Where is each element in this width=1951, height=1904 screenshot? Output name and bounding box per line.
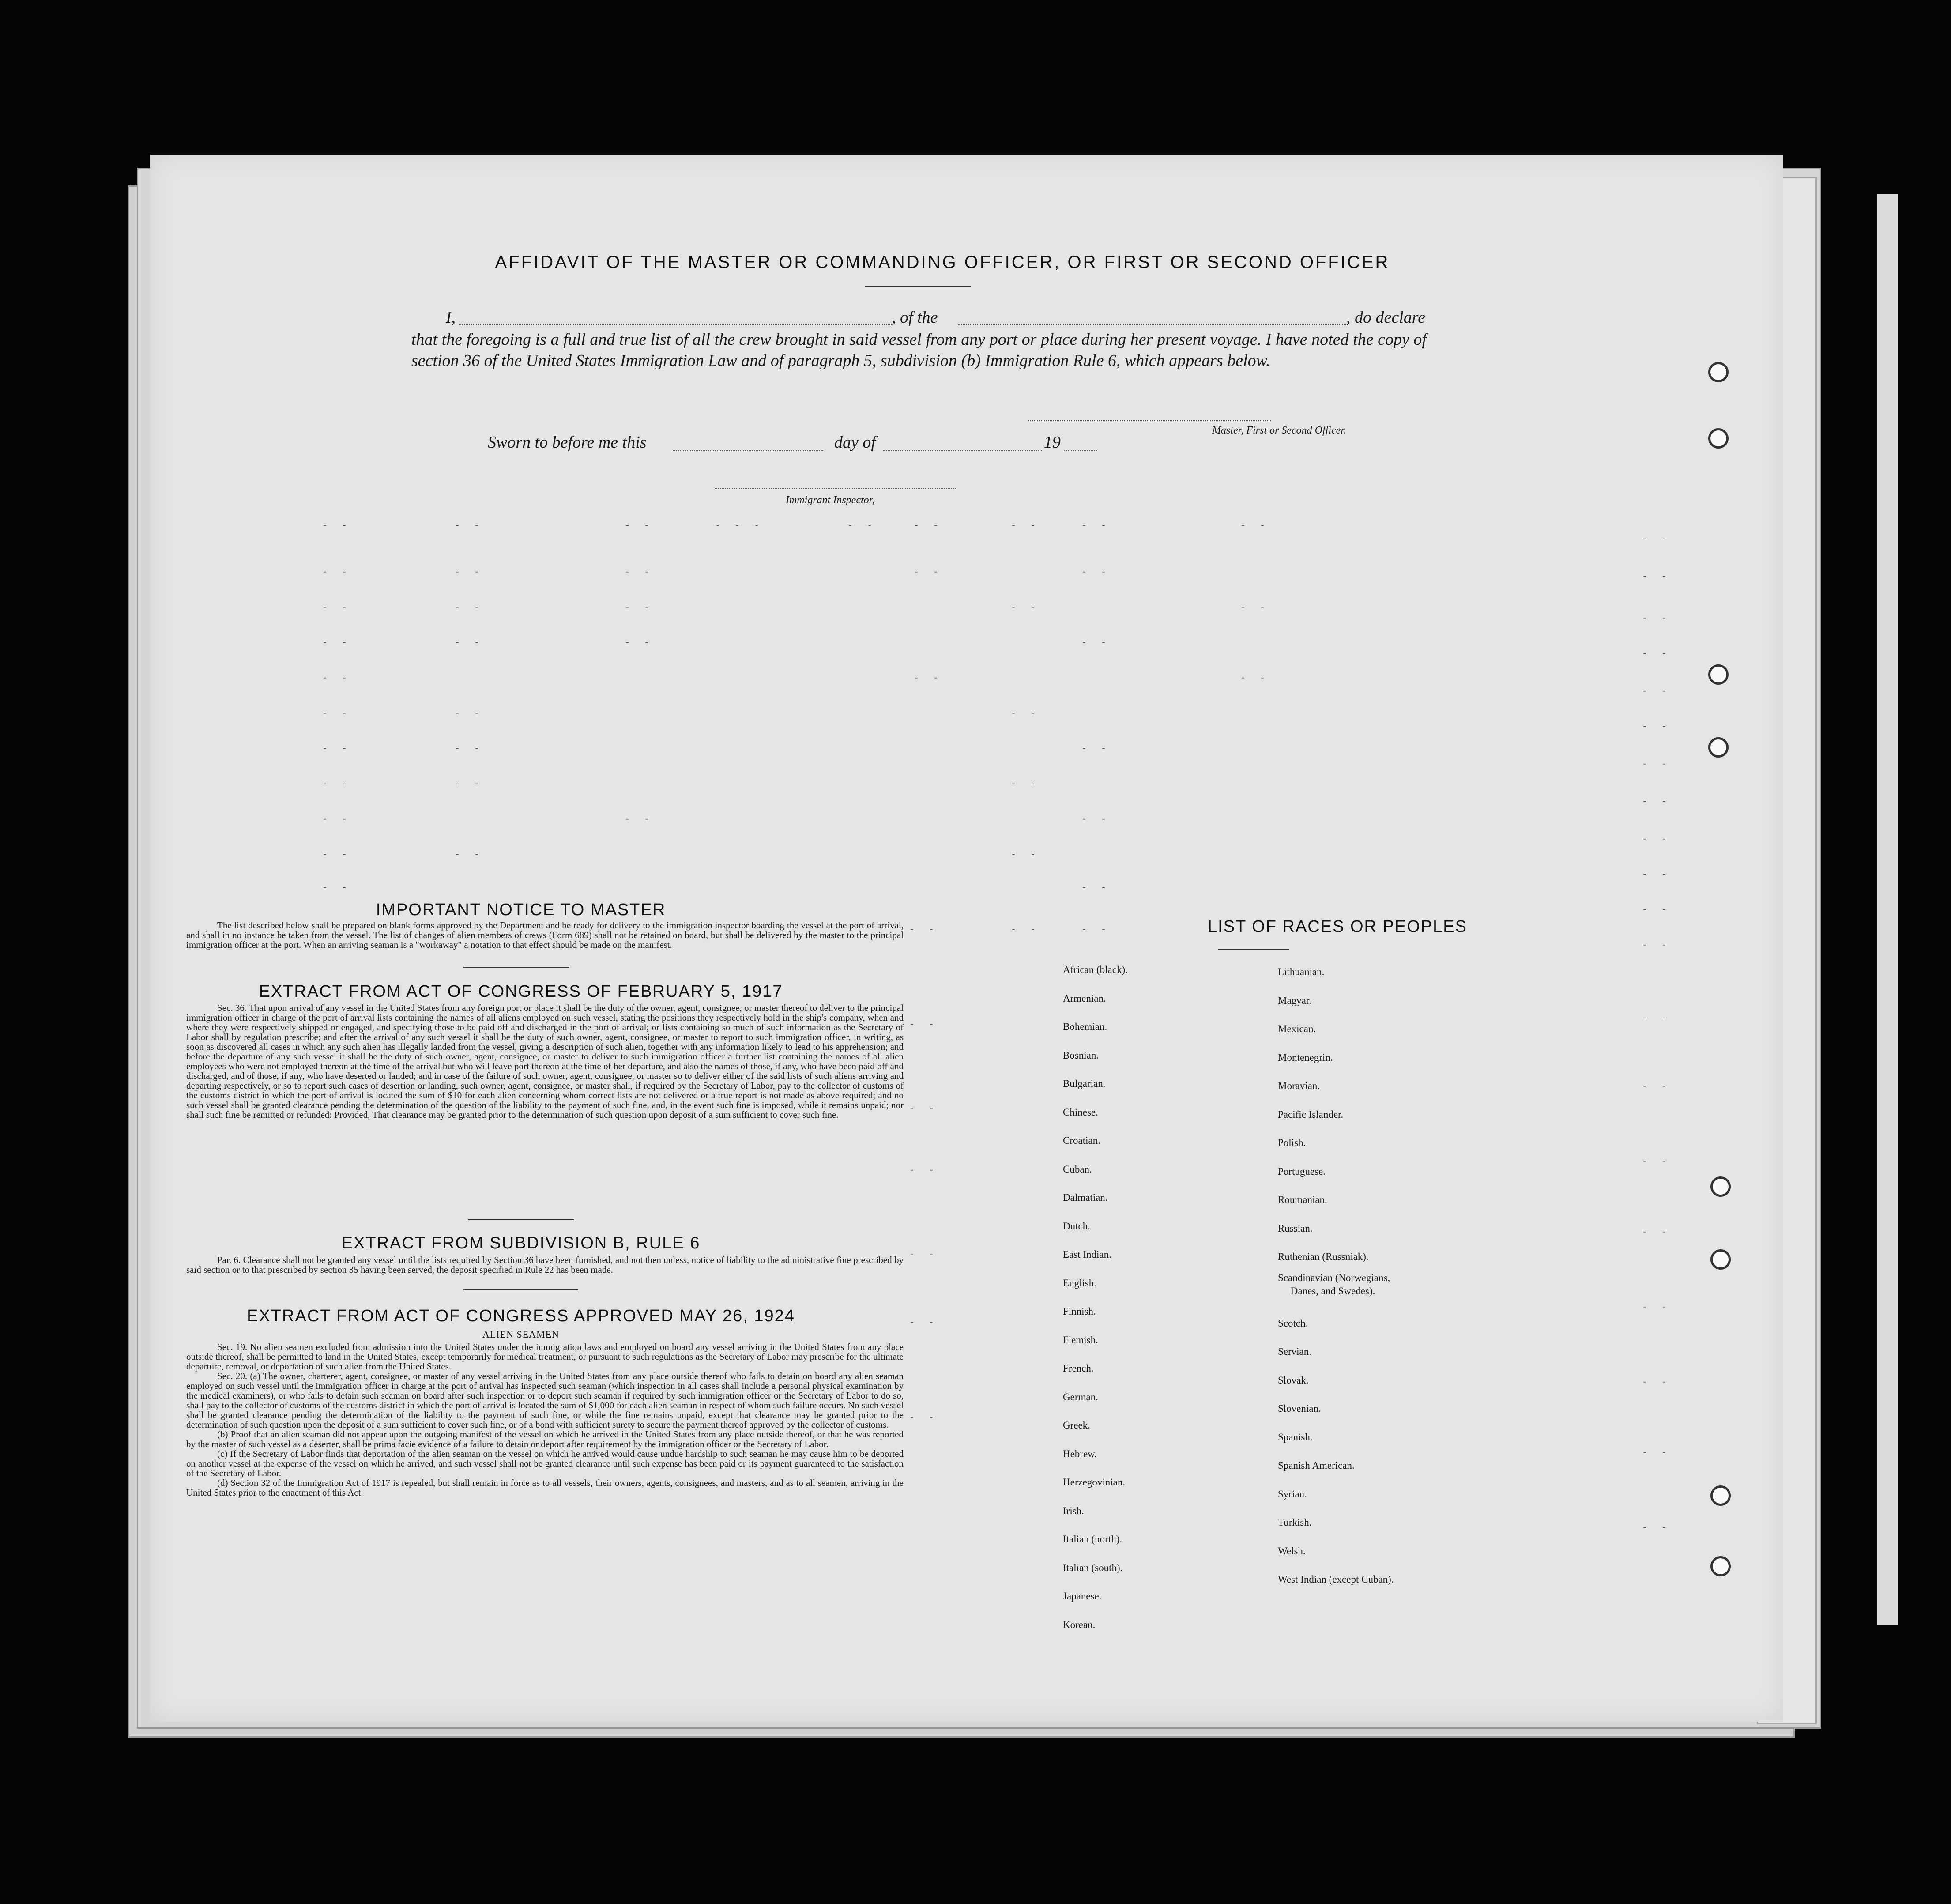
race-item: Pacific Islander.	[1278, 1108, 1344, 1120]
race-item: Portuguese.	[1278, 1165, 1326, 1177]
race-item: Japanese.	[1063, 1591, 1102, 1602]
race-item: Chinese.	[1063, 1106, 1098, 1118]
rule6-paragraph: Par. 6. Clearance shall not be granted any vessel until the lists required by Section 36 have been furnished, and not then unless, notice of liability to the administrative fine prescribed by said section or to that prescribed by section 35 having been served, the deposit specified in Rule 22 has been made.	[186, 1255, 904, 1275]
race-item: German.	[1063, 1391, 1098, 1403]
race-item: French.	[1063, 1363, 1094, 1374]
sworn-month-blank	[883, 450, 1042, 451]
name-blank-line	[459, 324, 892, 325]
race-item: Slovak.	[1278, 1374, 1309, 1386]
races-rule	[1218, 949, 1289, 950]
race-item: Spanish.	[1278, 1431, 1313, 1443]
signature-label: Master, First or Second Officer.	[1212, 425, 1346, 436]
race-item: Flemish.	[1063, 1334, 1098, 1346]
race-item: Irish.	[1063, 1505, 1084, 1516]
extract-1917-rule	[468, 1219, 574, 1220]
alien-seamen-subtitle: ALIEN SEAMEN	[482, 1329, 559, 1340]
race-item: Slovenian.	[1278, 1403, 1321, 1414]
race-item: Cuban.	[1063, 1163, 1092, 1175]
race-item: Finnish.	[1063, 1306, 1096, 1317]
race-item: Korean.	[1063, 1619, 1096, 1630]
vessel-blank-line	[958, 324, 1346, 325]
race-item: Bosnian.	[1063, 1049, 1099, 1061]
binder-hole	[1710, 1556, 1731, 1576]
declaration-of: , of the	[892, 308, 938, 327]
race-item: Croatian.	[1063, 1135, 1100, 1146]
binder-hole	[1710, 1485, 1731, 1506]
race-item: Welsh.	[1278, 1545, 1306, 1557]
declaration-lead: I,	[446, 308, 456, 327]
section-20a-paragraph: Sec. 20. (a) The owner, charterer, agent, consignee, or master of any vessel arriving in the United States from any place outside thereof who fails to detain on board any alien seaman employed on such vessel until the immigration officer in charge at the port of arrival has inspected such seaman (which inspection in all cases shall include a personal physical examination by the medical examiners), or who fails to detain such seaman on board after such inspection or to deport such seaman if required by such immigration officer or the Secretary of Labor to do so, shall pay to the collector of customs of the customs district in which the port of arrival is located the sum of $1,000 for each alien seaman in respect of whom such failure occurs. No such vessel shall be granted clearance pending the determination of the liability to the payment of such fine, or while the fine remains unpaid, except that clearance may be granted prior to the determination of such question upon the deposit of a sum sufficient to cover such fine, or of a bond with sufficient surety to secure the payment thereof approved by the collector of customs.	[186, 1371, 904, 1430]
race-item: Scandinavian (Norwegians, Danes, and Swedes).	[1278, 1272, 1390, 1297]
binder-hole	[1710, 1249, 1731, 1270]
extract-1924-title: EXTRACT FROM ACT OF CONGRESS APPROVED MAY 26, 1924	[247, 1307, 795, 1325]
race-item: Turkish.	[1278, 1517, 1312, 1528]
notice-paragraph: The list described below shall be prepared on blank forms approved by the Department and be ready for delivery to the immigration inspector boarding the vessel at the port of arrival, and shall in no instance be taken from the vessel. The list of changes of alien members of crews (Form 689) shall not be retained on board, but shall be delivered by the master to the principal immigration officer at the port. When an arriving seaman is a "workaway" a notation to that effect should be made on the manifest.	[186, 920, 904, 950]
extract-rule6-text	[186, 1255, 904, 1274]
declaration-end: , do declare	[1346, 308, 1426, 327]
race-item: Roumanian.	[1278, 1194, 1327, 1205]
manifest-page: AFFIDAVIT OF THE MASTER OR COMMANDING OFFICER, OR FIRST OR SECOND OFFICER I, , of the , do declare that the foregoing is a full and true list of all the crew brought in said vessel from any port or place during her present voyage. I have noted the copy of section 36 of the United States Immigration Law and of paragraph 5, subdivision (b) Immigration Rule 6, which appears below. Master, First or Second Officer. Sworn to before me this day of 19 Immigrant Inspector, - - - - - - - - - - - - - - - - - - - - - - - - - - - - - - - - - - - - - - - - - - - - - - - - - - - - - - - - - - - - - - - - - - - - - - - - - - - - - - - - - - - - - - - - - - - - - - - - - - - - - - - - - - - - - - - - - - - - - - - - - - - - - - - - - - - - - - - - - - - - - - - - - IMPORTANT NOTICE TO MASTER The list described below shall be prepared on blank forms approved by the Department and be ready for delivery to the immigration inspector boarding the vessel at the port of arrival, and shall in no instance be taken from the vessel. The list of changes of alien members of crews (Form 689) shall not be retained on board, but shall be delivered by the master to the principal immigration officer at the port. When an arriving seaman is a "workaway" a notation to that effect should be made on the manifest. EXTRACT FROM ACT OF CONGRESS OF FEBRUARY 5, 1917 Sec. 36. That upon arrival of any vessel in the United States from any foreign port or place it shall be the duty of the owner, agent, consignee, or master thereof to deliver to the principal immigration officer in charge of the port of arrival lists containing the names of all aliens employed on such vessel, stating the positions they respectively hold in the ship's company, when and where they were respectively shipped or engaged, and specifying those to be paid off and discharged in the port of arrival; or lists containing so much of such information as the Secretary of Labor shall by regulation prescribe; and after the arrival of any such vessel it shall be the duty of such owner, agent, consignee, or master to report to such immigration officer, in writing, as soon as discovered all cases in which any such alien has illegally landed from the vessel, giving a description of such alien, together with any information likely to lead to his apprehension; and before the departure of any such vessel it shall be the duty of such owner, agent, consignee, or master to deliver to such immigration officer a further list containing the names of all alien employees who were not employed thereon at the time of the arrival but who will leave port thereon at the time of her departure, and also the names of those, if any, who have been paid off and discharged, and of those, if any, who have deserted or landed; and in case of the failure of such owner, agent, consignee, or master so to deliver either of the said lists of such aliens arriving and departing respectively, or so to report such cases of desertion or landing, such owner, agent, consignee, or master shall, if required by the Secretary of Labor, pay to the collector of customs of the customs district in which the port of arrival is located the sum of $10 for each alien concerning whom correct lists are not delivered or a true report is not made as above required; and no such vessel shall be granted clearance pending the determination of the question of the liability to the payment of such fine, and, in the event such fine is imposed, while it remains unpaid; nor shall such fine be remitted or refunded: Provided, That clearance may be granted prior to the determination of such question upon deposit of a sum sufficient to cover such fine. EXTRACT FROM SUBDIVISION B, RULE 6 Par. 6. Clearance shall not be granted any vessel until the lists required by Section 36 have been furnished, and not then unless, notice of liability to the administrative fine prescribed by said section or to that prescribed by section 35 having been served, the deposit specified in Rule 22 has been made. EXTRACT FROM ACT OF CONGRESS APPROVED MAY 26, 1924 ALIEN SEAMEN Sec. 19. No alien seamen excluded from admission into the United States under the immigration laws and employed on board any vessel arriving in the United States from any place outside thereof, shall be permitted to land in the United States, except temporarily for medical treatment, or pursuant to such regulations as the Secretary of Labor may prescribe for the ultimate departure, removal, or deportation of such alien from the United States. Sec. 20. (a) The owner, charterer, agent, consignee, or master of any vessel arriving in the United States from any place outside thereof who fails to detain on board any alien seaman employed on such vessel until the immigration officer in charge at the port of arrival has inspected such seaman (which inspection in all cases shall include a personal physical examination by the medical examiners), or who fails to detain such seaman on board after such inspection or to deport such seaman if required by such immigration officer or the Secretary of Labor to do so, shall pay to the collector of customs of the customs district in which the port of arrival is located the sum of $1,000 for each alien seaman in respect of whom such failure occurs. No such vessel shall be granted clearance pending the determination of the liability to the payment of such fine, or while the fine remains unpaid, except that clearance may be granted prior to the determination of such question upon the deposit of a sum sufficient to cover such fine, or of a bond with sufficient surety to secure the payment thereof approved by the collector of customs. (b) Proof that an alien seaman did not appear upon the outgoing manifest of the vessel on which he arrived in the United States from any place outside thereof, or that he was reported by the master of such vessel as a deserter, shall be prima facie evidence of a failure to detain or deport after requirement by the immigration officer or the Secretary of Labor. (c) If the Secretary of Labor finds that deportation of the alien seaman on the vessel on which he arrived would cause undue hardship to such seaman he may cause him to be deported on another vessel at the expense of the vessel on which he arrived, and such vessel shall not be granted clearance until such expense has been paid or its payment guaranteed to the satisfaction of the Secretary of Labor. (d) Section 32 of the Immigration Act of 1917 is repealed, but shall remain in force as to all vessels, their owners, agents, consignees, and masters, and as to all seamen, arriving in the United States prior to the enactment of this Act. LIST OF RACES OR PEOPLES African (black). Armenian. Bohemian. Bosnian. Bulgarian. Chinese. Croatian. Cuban. Dalmatian. Dutch. East Indian. English. Finnish. Flemish. French. German. Greek. Hebrew. Herzegovinian. Irish. Italian (north). Italian (south). Japanese. Korean. Lithuanian. Magyar. Mexican. Montenegrin. Moravian. Pacific Islander. Polish. Portuguese. Roumanian. Russian. Ruthenian (Russniak). Scandinavian (Norwegians, Danes, and Swedes). Scotch. Servian. Slovak. Slovenian. Spanish. Spanish American. Syrian. Turkish. Welsh. West Indian (except Cuban).	[150, 155, 1783, 1722]
extract-1924-text	[186, 1342, 904, 1497]
race-item: Greek.	[1063, 1420, 1090, 1431]
binder-hole	[1708, 664, 1729, 685]
race-item: African (black).	[1063, 964, 1128, 975]
declaration-body: that the foregoing is a full and true list of all the crew brought in said vessel from any port or place during her present voyage. I have noted the copy of section 36 of the United States Immigration Law and of paragraph 5, subdivision (b) Immigration Rule 6, which appears below.	[411, 330, 1427, 370]
sworn-year: 19	[1044, 433, 1061, 452]
sworn-day-label: day of	[834, 433, 876, 452]
extract-rule6-rule	[463, 1289, 578, 1290]
race-item: Mexican.	[1278, 1023, 1316, 1034]
signature-line	[1028, 420, 1271, 421]
sworn-year-blank	[1064, 450, 1097, 451]
race-item: Hebrew.	[1063, 1448, 1097, 1459]
inspector-signature-line	[715, 488, 956, 489]
races-right-column	[1278, 958, 1394, 1594]
sworn-day-blank	[673, 450, 823, 451]
race-item: Ruthenian (Russniak).	[1278, 1251, 1369, 1262]
race-item: English.	[1063, 1277, 1097, 1289]
binder-hole	[1708, 362, 1729, 382]
inspector-label: Immigrant Inspector,	[786, 494, 875, 506]
race-item: Polish.	[1278, 1137, 1306, 1148]
race-item: Bohemian.	[1063, 1021, 1107, 1032]
notice-title: IMPORTANT NOTICE TO MASTER	[376, 901, 666, 919]
notice-rule	[463, 967, 569, 968]
race-item: Italian (south).	[1063, 1562, 1123, 1573]
race-item: Scotch.	[1278, 1317, 1308, 1329]
race-item: Montenegrin.	[1278, 1052, 1333, 1063]
race-item: Dutch.	[1063, 1220, 1090, 1232]
race-item: East Indian.	[1063, 1249, 1111, 1260]
section-20b-paragraph: (b) Proof that an alien seaman did not appear upon the outgoing manifest of the vessel on which he arrived in the United States from any place outside thereof, or that he was reported by the master of such vessel as a deserter, shall be prima facie evidence of a failure to detain or deport after requirement by the immigration officer or the Secretary of Labor.	[186, 1429, 904, 1449]
race-item: Armenian.	[1063, 992, 1106, 1004]
binder-hole	[1708, 428, 1729, 449]
section-36-paragraph: Sec. 36. That upon arrival of any vessel in the United States from any foreign port or place it shall be the duty of the owner, agent, consignee, or master thereof to deliver to the principal immigration officer in charge of the port of arrival lists containing the names of all aliens employed on such vessel, stating the positions they respectively hold in the ship's company, when and where they were respectively shipped or engaged, and specifying those to be paid off and discharged in the port of arrival; or lists containing so much of such information as the Secretary of Labor shall by regulation prescribe; and after the arrival of any such vessel it shall be the duty of such owner, agent, consignee, or master to report to such immigration officer, in writing, as soon as discovered all cases in which any such alien has illegally landed from the vessel, giving a description of such alien, together with any information likely to lead to his apprehension; and before the departure of any such vessel it shall be the duty of such owner, agent, consignee, or master to deliver to such immigration officer a further list containing the names of all alien employees who were not employed thereon at the time of the arrival but who will leave port thereon at the time of her departure, and also the names of those, if any, who have been paid off and discharged, and of those, if any, who have deserted or landed; and in case of the failure of such owner, agent, consignee, or master so to deliver either of the said lists of such aliens arriving and departing respectively, or so to report such cases of desertion or landing, such owner, agent, consignee, or master shall, if required by the Secretary of Labor, pay to the collector of customs of the customs district in which the port of arrival is located the sum of $10 for each alien concerning whom correct lists are not delivered or a true report is not made as above required; and no such vessel shall be granted clearance pending the determination of the question of the liability to the payment of such fine, and, in the event such fine is imposed, while it remains unpaid; nor shall such fine be remitted or refunded: Provided, That clearance may be granted prior to the determination of such question upon deposit of a sum sufficient to cover such fine.	[186, 1003, 904, 1120]
title-rule	[865, 286, 971, 287]
race-item: Bulgarian.	[1063, 1078, 1106, 1089]
binder-hole	[1710, 1176, 1731, 1197]
race-item: Moravian.	[1278, 1080, 1320, 1091]
adjacent-page-strip	[1877, 194, 1898, 1625]
race-item: Italian (north).	[1063, 1534, 1122, 1545]
affidavit-title: AFFIDAVIT OF THE MASTER OR COMMANDING OFFICER, OR FIRST OR SECOND OFFICER	[495, 253, 1390, 272]
sworn-text: Sworn to before me this	[488, 433, 647, 452]
section-19-paragraph: Sec. 19. No alien seamen excluded from admission into the United States under the immigration laws and employed on board any vessel arriving in the United States from any place outside thereof, shall be permitted to land in the United States, except temporarily for medical treatment, or pursuant to such regulations as the Secretary of Labor may prescribe for the ultimate departure, removal, or deportation of such alien from the United States.	[186, 1342, 904, 1372]
races-left-column	[1063, 956, 1128, 1639]
race-item: Spanish American.	[1278, 1460, 1355, 1471]
race-item: Servian.	[1278, 1346, 1312, 1357]
race-item: West Indian (except Cuban).	[1278, 1574, 1394, 1585]
race-item: Russian.	[1278, 1222, 1313, 1234]
race-item: Herzegovinian.	[1063, 1477, 1126, 1488]
binder-hole	[1708, 737, 1729, 758]
section-20d-paragraph: (d) Section 32 of the Immigration Act of 1917 is repealed, but shall remain in force as to all vessels, their owners, agents, consignees, and masters, and as to all seamen, arriving in the United States prior to the enactment of this Act.	[186, 1478, 904, 1498]
race-item: Magyar.	[1278, 995, 1312, 1006]
extract-rule6-title: EXTRACT FROM SUBDIVISION B, RULE 6	[341, 1234, 701, 1252]
section-20c-paragraph: (c) If the Secretary of Labor finds that deportation of the alien seaman on the vessel on which he arrived would cause undue hardship to such seaman he may cause him to be deported on another vessel at the expense of the vessel on which he arrived, and such vessel shall not be granted clearance until such expense has been paid or its payment guaranteed to the satisfaction of the Secretary of Labor.	[186, 1448, 904, 1478]
race-item: Syrian.	[1278, 1488, 1307, 1500]
extract-1917-text	[186, 1003, 904, 1120]
extract-1917-title: EXTRACT FROM ACT OF CONGRESS OF FEBRUARY 5, 1917	[259, 982, 783, 1001]
notice-text	[186, 920, 904, 950]
race-item: Lithuanian.	[1278, 966, 1325, 977]
race-item: Dalmatian.	[1063, 1192, 1108, 1203]
races-title: LIST OF RACES OR PEOPLES	[1208, 917, 1467, 936]
